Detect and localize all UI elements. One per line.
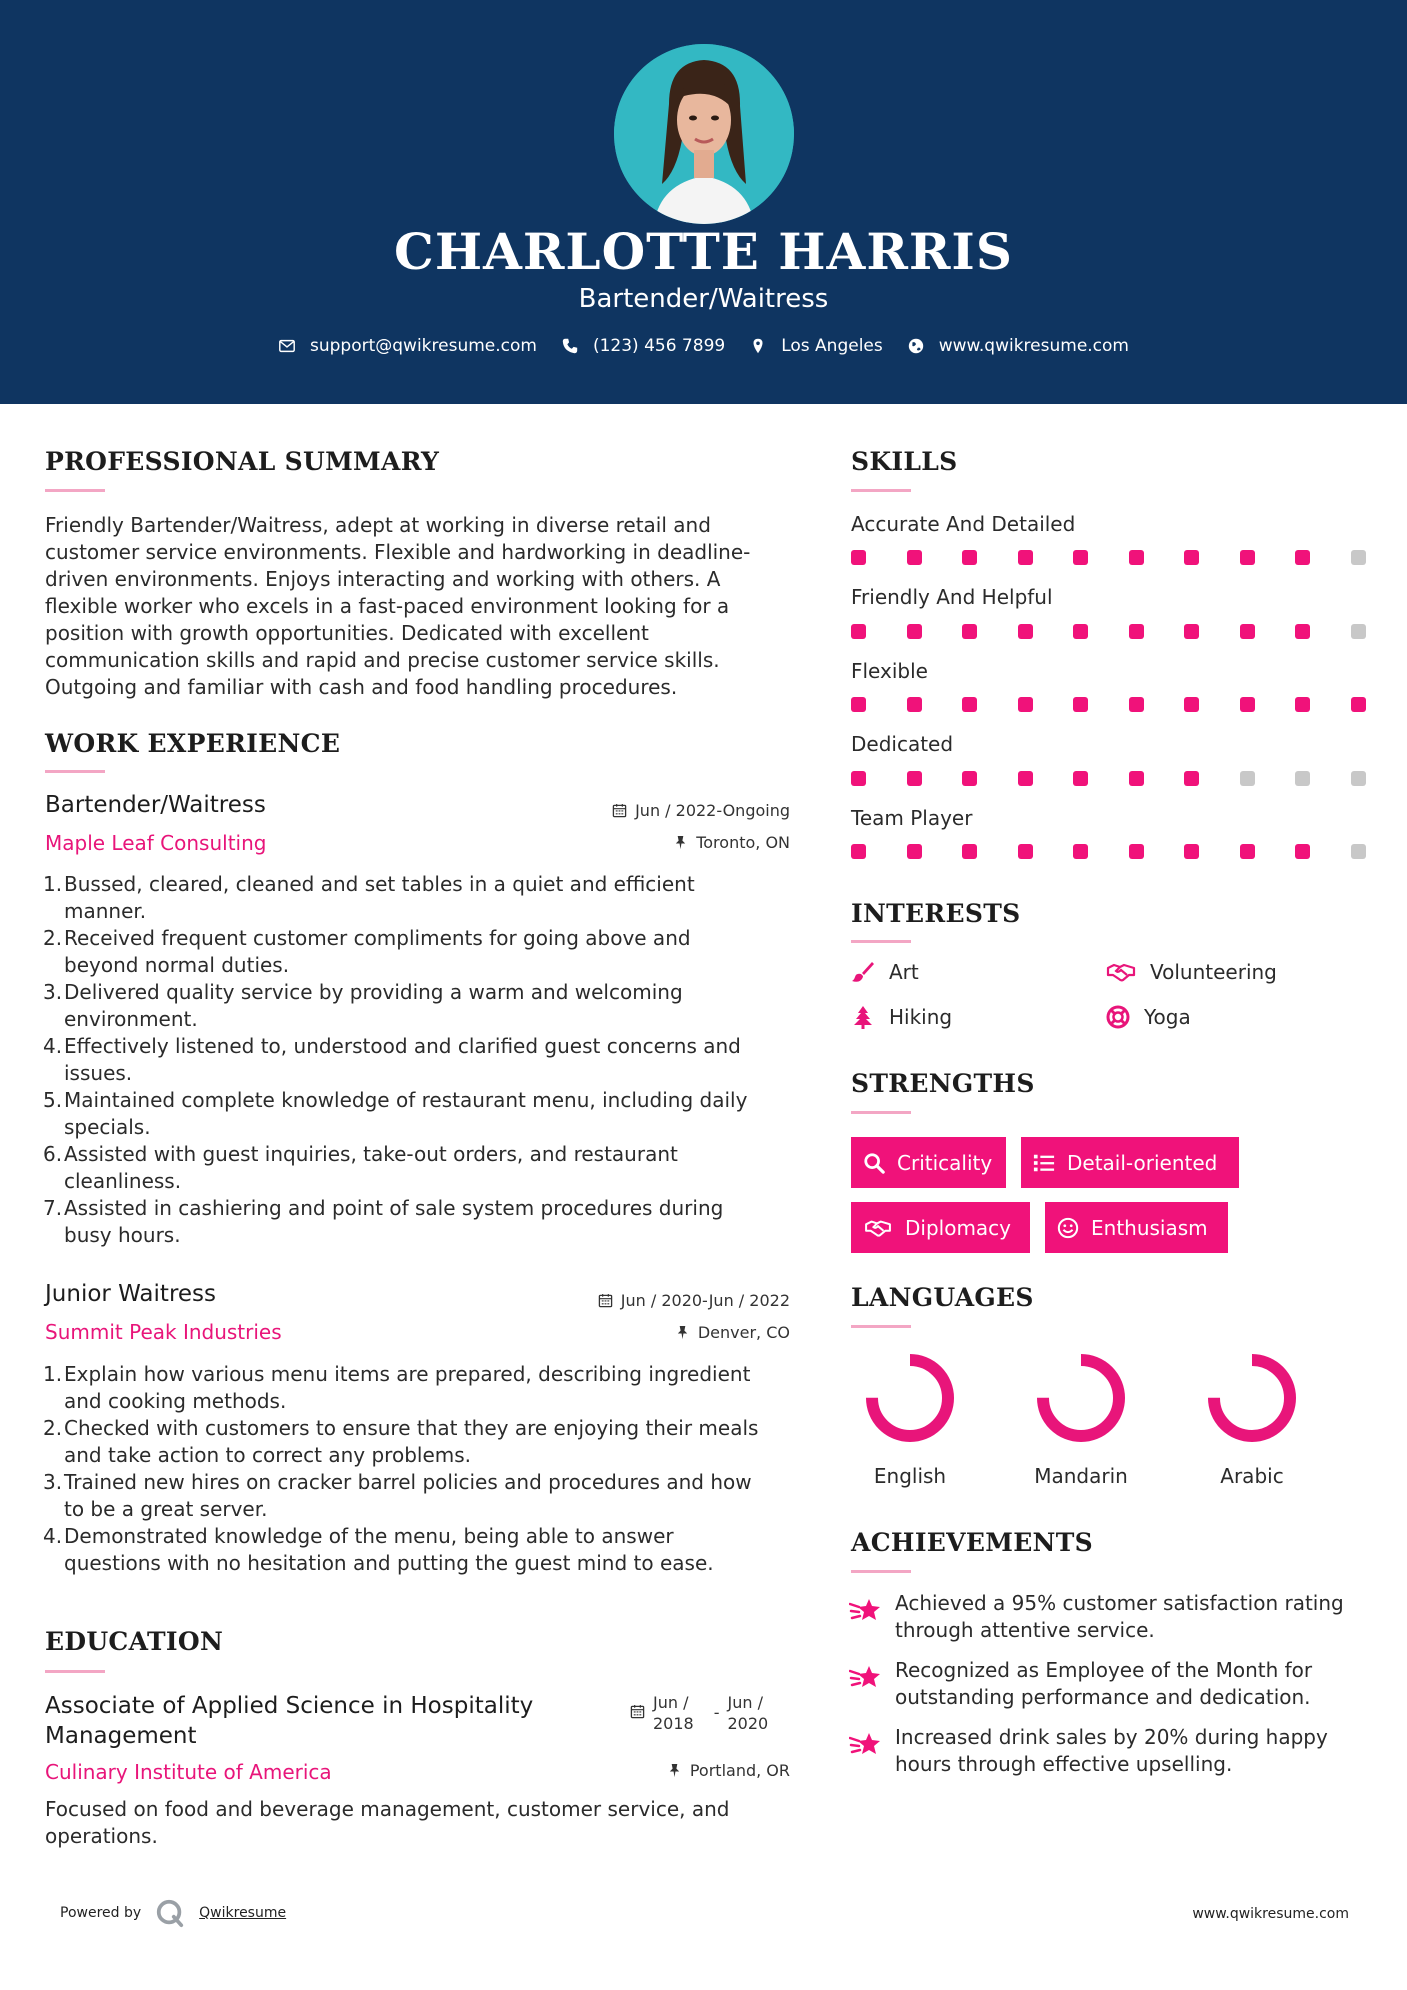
rating-dot-filled — [1129, 771, 1144, 786]
strengths-underline — [851, 1111, 911, 1114]
rating-dot-filled — [1018, 624, 1033, 639]
company-name: Maple Leaf Consulting — [45, 831, 267, 855]
contact-website-text: www.qwikresume.com — [938, 336, 1129, 356]
rating-dot-filled — [962, 624, 977, 639]
start-month: Jun / — [653, 1693, 689, 1712]
achievement-line: Increased drink sales by 20% during happy — [895, 1725, 1328, 1749]
rating-dot-filled — [907, 624, 922, 639]
start-year: 2018 — [653, 1714, 694, 1733]
education-end-date — [728, 1692, 769, 1734]
company-name: Summit Peak Industries — [45, 1320, 282, 1344]
education-start-date — [653, 1692, 694, 1734]
end-month: Jun / — [727, 1693, 763, 1712]
strength-label: Detail-oriented — [1067, 1150, 1218, 1175]
list-item-line: beyond normal duties. — [64, 953, 290, 977]
education-dates — [630, 1692, 768, 1734]
strength-chip-criticality — [851, 1137, 1006, 1188]
rating-dot-filled — [1018, 550, 1033, 565]
achievement-item — [849, 1590, 1344, 1644]
rating-dot-filled — [907, 697, 922, 712]
list-item — [45, 1469, 805, 1523]
contact-phone-text: (123) 456 7899 — [592, 336, 726, 356]
rating-dot-filled — [962, 697, 977, 712]
list-item-line: cleanliness. — [64, 1169, 182, 1193]
degree-line: Associate of Applied Science in Hospitality — [45, 1693, 534, 1719]
skill-rating — [851, 844, 1371, 860]
footer-website-link[interactable]: www.qwikresume.com — [1192, 1906, 1349, 1922]
globe-icon — [907, 337, 925, 355]
education-location-text: Portland, OR — [689, 1761, 790, 1780]
smile-icon — [1057, 1217, 1079, 1239]
rating-dot-filled — [1073, 844, 1088, 859]
school-name: Culinary Institute of America — [45, 1760, 332, 1784]
achievement-line: Achieved a 95% customer satisfaction rating — [895, 1591, 1344, 1615]
interest-label: Yoga — [1144, 1005, 1191, 1029]
rating-dot-filled — [962, 844, 977, 859]
rating-dot-filled — [1018, 844, 1033, 859]
skill-name: Friendly And Helpful — [851, 585, 1053, 609]
rating-dot-filled — [1129, 844, 1144, 859]
skill-name: Flexible — [851, 659, 928, 683]
interest-label: Art — [889, 960, 919, 984]
contact-website[interactable] — [907, 336, 1129, 356]
rating-dot-empty — [1351, 844, 1366, 859]
strength-chip-diplomacy — [851, 1202, 1030, 1253]
search-icon — [863, 1152, 885, 1174]
achievement-line: outstanding performance and dedication. — [895, 1685, 1311, 1709]
interest-volunteering — [1106, 960, 1277, 984]
list-number: 3. — [43, 1470, 63, 1494]
education-location — [500, 1761, 790, 1780]
rating-dot-filled — [907, 844, 922, 859]
calendar-icon — [612, 803, 627, 818]
language-english — [840, 1348, 980, 1488]
achievement-text — [895, 1724, 1328, 1778]
rating-dot-filled — [1184, 550, 1199, 565]
interest-art — [851, 960, 919, 984]
skill-rating — [851, 550, 1371, 566]
candidate-title: Bartender/Waitress — [578, 284, 829, 314]
map-pin-icon — [749, 337, 767, 355]
rating-dot-filled — [1073, 697, 1088, 712]
list-item — [45, 1195, 805, 1249]
skills-underline — [851, 489, 911, 492]
list-item-line: Bussed, cleared, cleaned and set tables in a quiet and efficient — [64, 872, 695, 896]
language-level-arc — [1043, 1360, 1119, 1436]
list-item-line: specials. — [64, 1115, 151, 1139]
rating-dot-filled — [962, 550, 977, 565]
rating-dot-empty — [1351, 550, 1366, 565]
list-item-line: Explain how various menu items are prepared, describing ingredient — [64, 1362, 751, 1386]
rating-dot-filled — [907, 771, 922, 786]
list-item — [45, 1033, 805, 1087]
language-name: English — [873, 1464, 947, 1488]
list-item-line: and cooking methods. — [64, 1389, 287, 1413]
rating-dot-filled — [1295, 844, 1310, 859]
rating-dot-filled — [1129, 550, 1144, 565]
achievement-text — [895, 1590, 1344, 1644]
tree-icon — [851, 1005, 875, 1029]
list-item — [45, 1523, 805, 1577]
list-item-line: busy hours. — [64, 1223, 181, 1247]
rating-dot-filled — [1018, 771, 1033, 786]
skills-heading: SKILLS — [851, 447, 958, 476]
contact-email[interactable] — [278, 336, 537, 356]
list-item-line: Demonstrated knowledge of the menu, being able to answer — [64, 1524, 674, 1548]
rating-dot-filled — [1240, 550, 1255, 565]
rating-dot-filled — [1351, 697, 1366, 712]
rating-dot-filled — [1073, 771, 1088, 786]
language-level-ring — [1202, 1348, 1302, 1448]
list-item-line: and take action to correct any problems. — [64, 1443, 472, 1467]
interests-underline — [851, 940, 911, 943]
shooting-star-icon — [849, 1596, 881, 1626]
list-number: 7. — [43, 1196, 63, 1220]
strength-label: Enthusiasm — [1091, 1215, 1208, 1240]
rating-dot-empty — [1351, 624, 1366, 639]
rating-dot-filled — [1184, 771, 1199, 786]
education-description-line: operations. — [45, 1824, 158, 1848]
achievement-item — [849, 1724, 1328, 1778]
job-dates-text: Jun / 2020-Jun / 2022 — [620, 1291, 790, 1310]
job-responsibilities — [45, 871, 805, 1249]
interest-label: Hiking — [889, 1005, 953, 1029]
list-item — [45, 871, 805, 925]
handshake-icon — [863, 1217, 893, 1239]
list-item-line: Checked with customers to ensure that they are enjoying their meals — [64, 1416, 759, 1440]
phone-icon — [561, 337, 579, 355]
rating-dot-filled — [1240, 844, 1255, 859]
resume-header — [0, 0, 1407, 404]
rating-dot-filled — [851, 844, 866, 859]
list-number: 2. — [43, 1416, 63, 1440]
pushpin-icon — [667, 1763, 682, 1778]
interests-heading: INTERESTS — [851, 899, 1021, 928]
rating-dot-filled — [1295, 550, 1310, 565]
end-year: 2020 — [727, 1714, 769, 1733]
skill-rating — [851, 697, 1371, 713]
contact-bar — [0, 336, 1407, 356]
handshake-icon — [1106, 960, 1136, 984]
list-number: 4. — [43, 1034, 63, 1058]
life-ring-icon — [1106, 1005, 1130, 1029]
achievement-text — [895, 1657, 1312, 1711]
education-description-line: Focused on food and beverage management, customer service, and — [45, 1797, 730, 1821]
job-title: Junior Waitress — [45, 1281, 217, 1307]
strengths-heading: STRENGTHS — [851, 1069, 1035, 1098]
achievement-line: hours through effective upselling. — [895, 1752, 1233, 1776]
rating-dot-filled — [1073, 550, 1088, 565]
interest-yoga — [1106, 1005, 1191, 1029]
experience-heading: WORK EXPERIENCE — [45, 729, 341, 758]
list-number: 4. — [43, 1524, 63, 1548]
summary-line: Outgoing and familiar with cash and food handling procedures. — [45, 675, 678, 699]
interest-label: Volunteering — [1150, 960, 1277, 984]
rating-dot-filled — [1184, 844, 1199, 859]
list-item-line: issues. — [64, 1061, 133, 1085]
person-portrait-icon — [614, 44, 794, 224]
job-dates — [500, 1291, 790, 1310]
education-underline — [45, 1670, 105, 1673]
job-dates — [500, 801, 790, 820]
achievement-line: Recognized as Employee of the Month for — [895, 1658, 1313, 1682]
calendar-icon — [598, 1293, 613, 1308]
shooting-star-icon — [849, 1730, 881, 1760]
footer-powered-by — [60, 1898, 286, 1928]
contact-email-text: support@qwikresume.com — [310, 336, 537, 356]
list-item-line: Maintained complete knowledge of restaurant menu, including daily — [64, 1088, 748, 1112]
skill-name: Accurate And Detailed — [851, 512, 1076, 536]
rating-dot-filled — [851, 697, 866, 712]
rating-dot-empty — [1240, 771, 1255, 786]
qwikresume-link[interactable]: Qwikresume — [199, 1905, 287, 1921]
powered-by-label: Powered by — [60, 1905, 142, 1921]
rating-dot-filled — [851, 624, 866, 639]
summary-underline — [45, 489, 105, 492]
list-number: 6. — [43, 1142, 63, 1166]
rating-dot-filled — [851, 550, 866, 565]
list-item-line: Received frequent customer compliments for going above and — [64, 926, 691, 950]
achievements-underline — [851, 1570, 911, 1573]
list-icon — [1033, 1152, 1055, 1174]
rating-dot-filled — [1129, 697, 1144, 712]
contact-phone[interactable] — [561, 336, 725, 356]
list-item — [45, 979, 805, 1033]
language-name: Mandarin — [1034, 1464, 1128, 1488]
contact-location — [749, 336, 883, 356]
summary-text — [45, 512, 750, 701]
rating-dot-filled — [1073, 624, 1088, 639]
list-item — [45, 1141, 805, 1195]
degree-line: Management — [45, 1723, 197, 1749]
rating-dot-empty — [1295, 771, 1310, 786]
rating-dot-filled — [962, 771, 977, 786]
contact-location-text: Los Angeles — [781, 336, 883, 356]
rating-dot-filled — [1184, 624, 1199, 639]
languages-underline — [851, 1325, 911, 1328]
language-arabic — [1182, 1348, 1322, 1488]
skill-name: Team Player — [851, 806, 973, 830]
strength-chip-enthusiasm — [1045, 1202, 1228, 1253]
degree-title — [45, 1691, 533, 1751]
skill-rating — [851, 771, 1371, 787]
experience-underline — [45, 770, 105, 773]
candidate-name: CHARLOTTE HARRIS — [394, 222, 1013, 281]
achievements-heading: ACHIEVEMENTS — [851, 1528, 1093, 1557]
list-item-line: Effectively listened to, understood and clarified guest concerns and — [64, 1034, 741, 1058]
language-level-arc — [1214, 1360, 1290, 1436]
job-title: Bartender/Waitress — [45, 792, 266, 818]
list-item — [45, 1415, 805, 1469]
profile-photo — [614, 44, 794, 224]
list-item-line: Delivered quality service by providing a warm and welcoming — [64, 980, 683, 1004]
envelope-icon — [278, 337, 296, 355]
summary-line: communication skills and rapid and precise customer service skills. — [45, 648, 720, 672]
list-item-line: environment. — [64, 1007, 198, 1031]
shooting-star-icon — [849, 1663, 881, 1693]
summary-line: Friendly Bartender/Waitress, adept at working in diverse retail and — [45, 513, 711, 537]
list-number: 5. — [43, 1088, 63, 1112]
list-item — [45, 1087, 805, 1141]
list-item — [45, 1361, 805, 1415]
languages-heading: LANGUAGES — [851, 1283, 1034, 1312]
list-item-line: Trained new hires on cracker barrel policies and procedures and how — [64, 1470, 752, 1494]
rating-dot-filled — [1129, 624, 1144, 639]
summary-heading: PROFESSIONAL SUMMARY — [45, 447, 440, 476]
qwikresume-logo-icon — [155, 1898, 185, 1928]
list-item-line: manner. — [64, 899, 147, 923]
rating-dot-filled — [1295, 697, 1310, 712]
strength-chip-detail-oriented — [1021, 1137, 1239, 1188]
job-responsibilities — [45, 1361, 805, 1577]
skill-rating — [851, 624, 1371, 640]
list-number: 3. — [43, 980, 63, 1004]
list-item-line: Assisted in cashiering and point of sale system procedures during — [64, 1196, 724, 1220]
rating-dot-filled — [1295, 624, 1310, 639]
skill-name: Dedicated — [851, 732, 954, 756]
achievement-line: through attentive service. — [895, 1618, 1155, 1642]
summary-line: position with growth opportunities. Dedicated with excellent — [45, 621, 649, 645]
job-location — [500, 833, 790, 852]
achievement-item — [849, 1657, 1312, 1711]
summary-line: driven environments. Enjoys interacting and working with others. A — [45, 567, 721, 591]
strength-label: Diplomacy — [905, 1215, 1012, 1240]
education-heading: EDUCATION — [45, 1627, 224, 1656]
job-dates-text: Jun / 2022-Ongoing — [635, 801, 790, 820]
language-level-arc — [872, 1360, 948, 1436]
list-number: 1. — [43, 872, 63, 896]
list-number: 2. — [43, 926, 63, 950]
rating-dot-filled — [1018, 697, 1033, 712]
calendar-icon — [630, 1704, 645, 1719]
summary-line: customer service environments. Flexible and hardworking in deadline- — [45, 540, 751, 564]
strength-label: Criticality — [897, 1150, 993, 1175]
job-location — [500, 1323, 790, 1342]
job-location-text: Denver, CO — [697, 1323, 790, 1342]
list-item — [45, 925, 805, 979]
rating-dot-filled — [851, 771, 866, 786]
pushpin-icon — [675, 1325, 690, 1340]
language-level-ring — [1031, 1348, 1131, 1448]
rating-dot-empty — [1351, 771, 1366, 786]
language-level-ring — [860, 1348, 960, 1448]
rating-dot-filled — [1240, 697, 1255, 712]
rating-dot-filled — [907, 550, 922, 565]
rating-dot-filled — [1240, 624, 1255, 639]
list-item-line: to be a great server. — [64, 1497, 268, 1521]
language-mandarin — [1011, 1348, 1151, 1488]
interest-hiking — [851, 1005, 952, 1029]
date-dash: - — [713, 1703, 720, 1722]
rating-dot-filled — [1184, 697, 1199, 712]
education-description — [45, 1796, 729, 1850]
paintbrush-icon — [851, 960, 875, 984]
list-item-line: Assisted with guest inquiries, take-out orders, and restaurant — [64, 1142, 678, 1166]
pushpin-icon — [673, 835, 688, 850]
language-name: Arabic — [1220, 1464, 1284, 1488]
summary-line: flexible worker who excels in a fast-paced environment looking for a — [45, 594, 730, 618]
list-number: 1. — [43, 1362, 63, 1386]
job-location-text: Toronto, ON — [696, 833, 790, 852]
list-item-line: questions with no hesitation and putting the guest mind to ease. — [64, 1551, 714, 1575]
